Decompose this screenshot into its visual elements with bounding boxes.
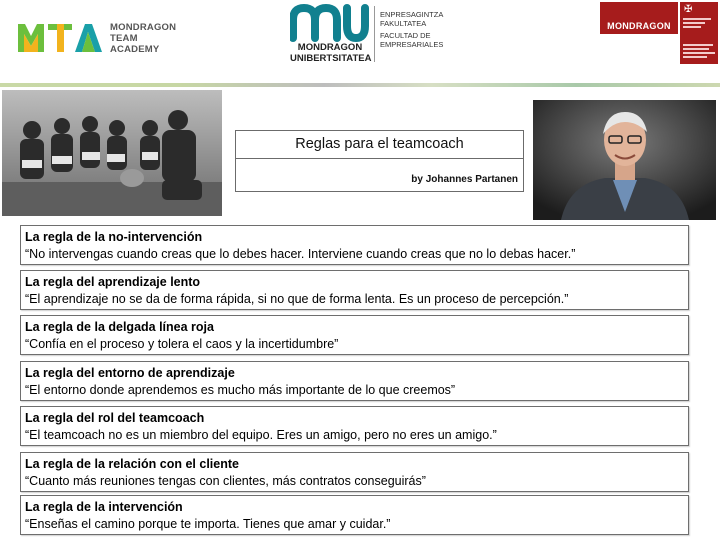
rule-quote: “No intervengas cuando creas que lo debes hacer. Interviene cuando creas que no lo debas hacer.”: [25, 247, 576, 261]
rule-quote: “El teamcoach no es un miembro del equipo. Eres un amigo, pero no eres un amigo.”: [25, 428, 497, 442]
side-small-text-graphic: [683, 18, 717, 29]
rule-quote: “Enseñas el camino porque te importa. Tienes que amar y cuidar.”: [25, 517, 391, 531]
rule-heading: La regla del aprendizaje lento: [25, 275, 201, 289]
rule-box: [20, 315, 689, 355]
rule-box: [20, 361, 689, 401]
rule-box: [20, 270, 689, 310]
mu-name-line-2: UNIBERTSITATEA: [290, 53, 372, 64]
mta-letters-graphic: [18, 22, 106, 54]
byline: by Johannes Partanen: [411, 174, 518, 185]
rule-heading: La regla de la relación con el cliente: [25, 457, 239, 471]
title-divider: [236, 158, 523, 159]
rule-heading: La regla del rol del teamcoach: [25, 411, 205, 425]
rule-quote: “Confía en el proceso y tolera el caos y la incertidumbre”: [25, 337, 339, 351]
johannes-partanen-photo: [533, 100, 716, 220]
team-huddle-photo: [2, 90, 222, 216]
mondragon-corporation-logo: [600, 2, 718, 64]
mondragon-side-panel: [680, 2, 718, 64]
title-box: [235, 130, 524, 192]
rule-heading: La regla de la delgada línea roja: [25, 320, 214, 334]
rule-heading: La regla del entorno de aprendizaje: [25, 366, 235, 380]
mu-mark-graphic: [290, 4, 370, 42]
rule-box: [20, 225, 689, 265]
faculty-line-4: EMPRESARIALES: [380, 40, 444, 49]
faculty-line-2: FAKULTATEA: [380, 19, 427, 28]
mondragon-unibertsitatea-logo: [290, 4, 460, 64]
header-divider: [0, 83, 720, 87]
rule-heading: La regla de la no-intervención: [25, 230, 203, 244]
rule-box: [20, 406, 689, 446]
page-title: Reglas para el teamcoach: [295, 136, 464, 152]
cross-emblem-icon: ✠: [684, 4, 693, 15]
side-small-text-graphic-2: [683, 44, 717, 61]
mta-logo: [18, 20, 183, 60]
mondragon-red-block: [600, 2, 678, 34]
rule-box: [20, 495, 689, 535]
faculty-line-1: ENPRESAGINTZA: [380, 10, 444, 19]
rule-heading: La regla de la intervención: [25, 500, 183, 514]
rule-quote: “El aprendizaje no se da de forma rápida, si no que de forma lenta. Es un proceso de percepción.”: [25, 292, 569, 306]
mta-line-3: ACADEMY: [110, 44, 160, 55]
mu-separator: [374, 6, 375, 62]
mondragon-name: MONDRAGON: [607, 21, 671, 31]
mu-name-line-1: MONDRAGON: [297, 42, 363, 53]
rule-quote: “El entorno donde aprendemos es mucho más importante de lo que creemos”: [25, 383, 456, 397]
mta-line-2: TEAM: [110, 33, 138, 44]
rule-quote: “Cuanto más reuniones tengas con clientes, más contratos conseguirás”: [25, 474, 426, 488]
faculty-line-3: FACULTAD DE: [380, 31, 431, 40]
rule-box: [20, 452, 689, 492]
mta-line-1: MONDRAGON: [110, 22, 177, 33]
